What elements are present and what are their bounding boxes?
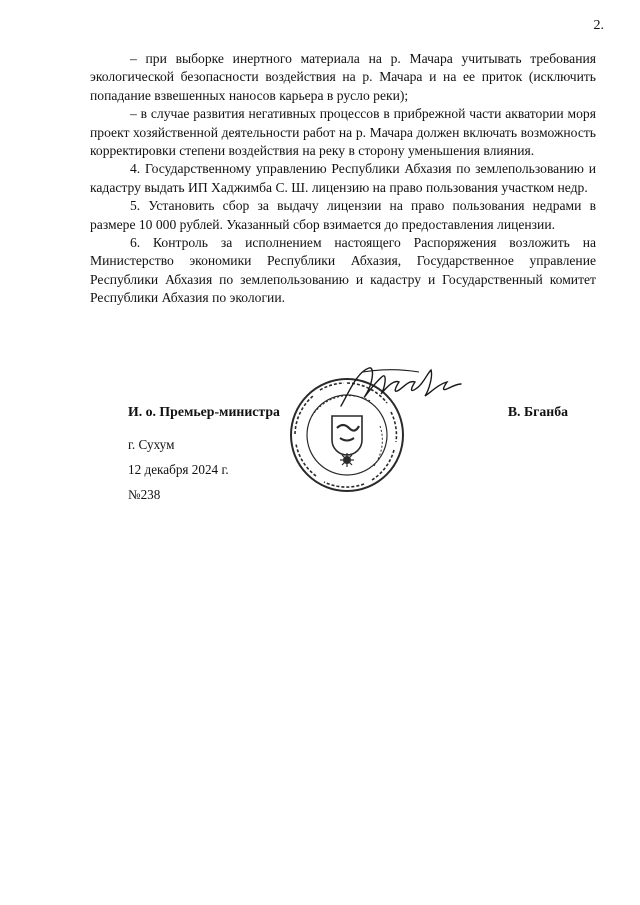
page-number: 2. [593, 18, 604, 33]
paragraph-5-license-fee: 5. Установить сбор за выдачу лицензии на право пользования недрами в размере 10 000 рублей. Указанный сбор взимается до предоставления лицензии. [90, 198, 596, 232]
document-number: №238 [128, 487, 161, 502]
issue-city: г. Сухум [128, 437, 175, 452]
issue-date: 12 декабря 2024 г. [128, 462, 229, 477]
signer-name: В. Бганба [507, 404, 568, 419]
handwritten-signature-icon [335, 362, 465, 412]
paragraph-ecology-requirement: – при выборке инертного материала на р. Мачара учитывать требования экологической безопасности воздействия на р. Мачара и на ее приток (исключить попадание взвешенных наносов карьера в русло реки); [90, 51, 596, 103]
paragraph-negative-processes: – в случае развития негативных процессов в прибрежной части акватории моря проект хозяйственной деятельности работ на р. Мачара должен включать возможность корректировки степени воздействия на реку в сторону уменьшения влияния. [90, 106, 596, 159]
document-body [90, 50, 596, 308]
paragraph-4-license-issue: 4. Государственному управлению Республики Абхазия по землепользованию и кадастру выдать ИП Хаджимба С. Ш. лицензию на право пользования участком недр. [90, 161, 596, 195]
paragraph-6-control: 6. Контроль за исполнением настоящего Распоряжения возложить на Министерство экономики Республики Абхазия, Государственное управление Республики Абхазия по землепользованию и кадастру и Государственный комитет Республики Абхазия по экологии. [90, 235, 596, 306]
signer-title: И. о. Премьер-министра [128, 404, 280, 419]
